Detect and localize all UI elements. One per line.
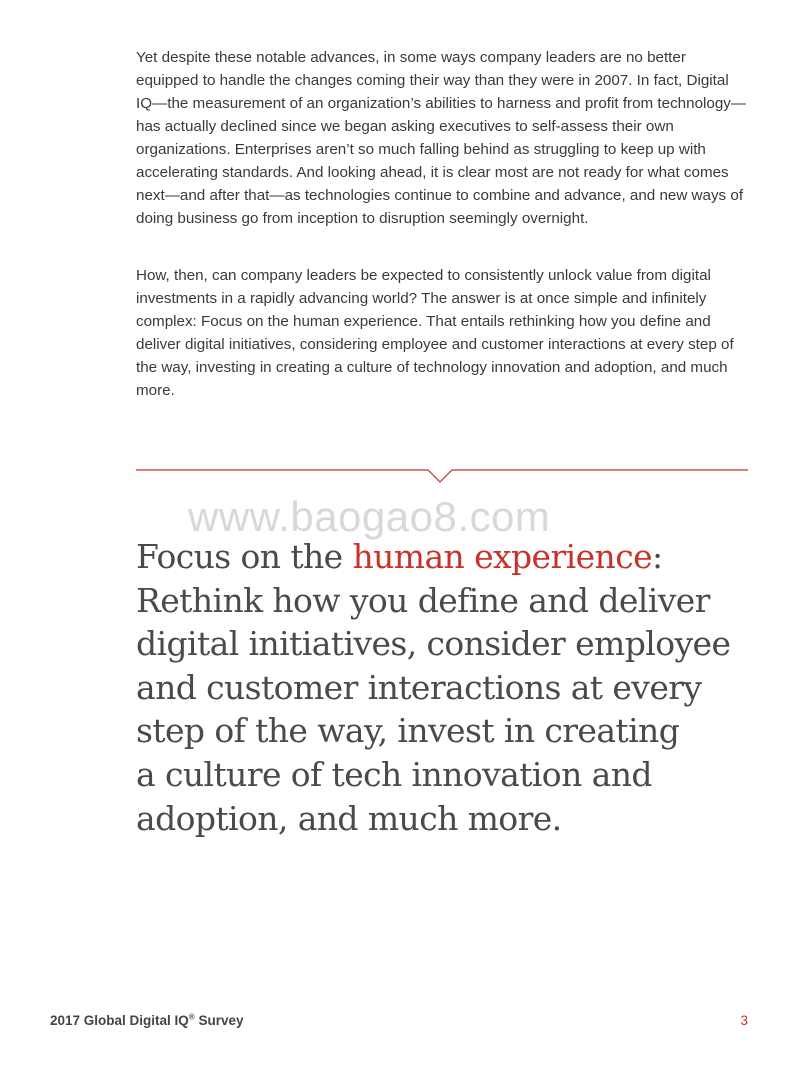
pull-quote-colon: : xyxy=(652,537,663,576)
pull-quote xyxy=(136,535,748,840)
pull-quote-line-5: step of the way, invest in creating xyxy=(136,711,680,751)
pull-quote-line-7: adoption, and much more. xyxy=(136,798,562,838)
registered-mark: ® xyxy=(188,1012,195,1022)
footer-title-main: 2017 Global Digital IQ xyxy=(50,1013,189,1028)
footer-title-end: Survey xyxy=(194,1013,244,1028)
body-paragraph-2: How, then, can company leaders be expected to consistently unlock value from digital investments in a rapidly advancing world? The answer is at once simple and infinitely complex: Focus on the human experience. That entails rethinking how you define and deliver digital initiatives, considering employee and customer interactions at every step of the way, investing in creating a culture of technology innovation and adoption, and much more. xyxy=(136,267,734,399)
pull-quote-line-4: and customer interactions at every xyxy=(136,667,702,707)
pull-quote-line-1 xyxy=(136,535,748,579)
page-number: 3 xyxy=(740,1013,748,1028)
pull-quote-line-2: Rethink how you define and deliver xyxy=(136,580,710,620)
pull-quote-line-3: digital initiatives, consider employee xyxy=(136,624,731,664)
pull-quote-lead: Focus on the xyxy=(136,537,353,576)
pull-quote-line-6: a culture of tech innovation and xyxy=(136,754,652,794)
watermark: www.baogao8.com xyxy=(188,493,551,540)
section-divider xyxy=(136,462,748,488)
pull-quote-highlight: human experience xyxy=(352,537,653,576)
body-paragraph-1: Yet despite these notable advances, in some ways company leaders are no better equipped to handle the changes coming their way than they were in 2007. In fact, Digital IQ—the measurement of an organization’s abilities to harness and profit from technology—has actually declined since we began asking executives to self-assess their own organizations. Enterprises aren’t so much falling behind as struggling to keep up with accelerating standards. And looking ahead, it is clear most are not ready for what comes next—and after that—as technologies continue to combine and advance, and new ways of doing business go from inception to disruption seemingly overnight. xyxy=(136,49,747,227)
footer-report-title xyxy=(50,1013,243,1028)
